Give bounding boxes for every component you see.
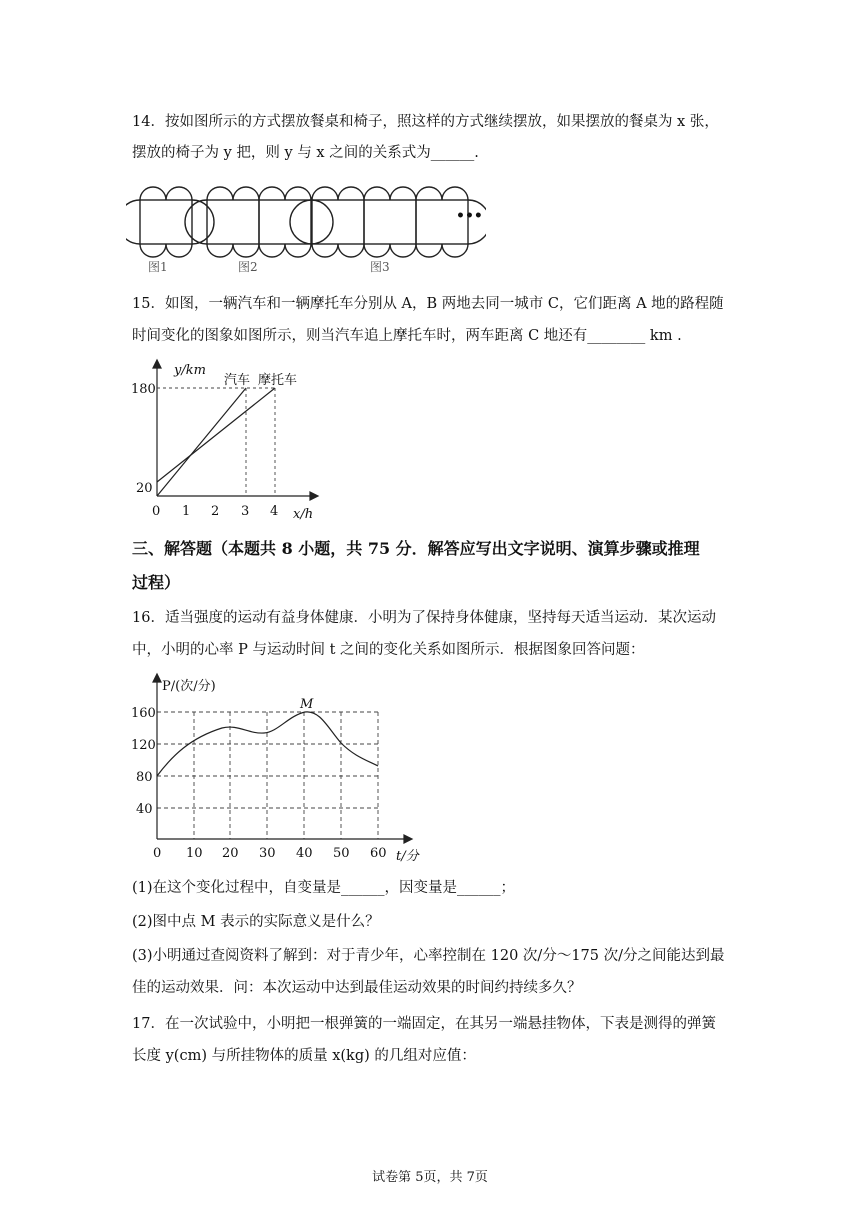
q16-ytick-120: 120 xyxy=(131,738,156,753)
q16-ytick-80: 80 xyxy=(136,770,153,785)
q16-xtick-10: 10 xyxy=(186,846,203,861)
q15-xlabel: x/h xyxy=(293,507,314,522)
q15-chart-svg xyxy=(130,358,330,524)
figure-1-group xyxy=(126,187,214,257)
q15-xtick-4: 4 xyxy=(270,504,279,519)
q15-y-arrow xyxy=(153,360,161,368)
section3-heading-line-2: 过程） xyxy=(132,573,181,592)
q16-heart-rate-curve xyxy=(157,712,378,776)
q16-sub-3-line-2: 佳的运动效果．问：本次运动中达到最佳运动效果的时间约持续多久？ xyxy=(132,980,582,996)
q16-line-2: 中，小明的心率 P 与运动时间 t 之间的变化关系如图所示．根据图象回答问题： xyxy=(132,642,645,658)
q15-xtick-1: 1 xyxy=(182,504,191,519)
q16-ylabel: P/(次/分) xyxy=(162,679,216,694)
q16-ytick-40: 40 xyxy=(136,802,153,817)
q16-x-arrow xyxy=(404,835,412,843)
q16-xtick-0: 0 xyxy=(153,846,162,861)
q15-series-car: 汽车 xyxy=(224,373,251,388)
q16-ytick-160: 160 xyxy=(131,706,156,721)
q16-xtick-50: 50 xyxy=(333,846,350,861)
table-chairs-svg xyxy=(126,180,486,278)
q16-xtick-40: 40 xyxy=(296,846,313,861)
q15-xtick-0: 0 xyxy=(152,504,161,519)
q15-xtick-2: 2 xyxy=(211,504,220,519)
q15-x-arrow xyxy=(310,492,318,500)
table-chairs-figure xyxy=(126,180,486,282)
q16-xtick-60: 60 xyxy=(370,846,387,861)
ellipsis-icon: ••• xyxy=(456,208,483,224)
q15-xtick-3: 3 xyxy=(241,504,250,519)
q16-chart xyxy=(130,668,440,868)
q15-line-1: 15．如图，一辆汽车和一辆摩托车分别从 A，B 两地去同一城市 C，它们距离 A 地的路程随 xyxy=(132,296,724,312)
q16-y-arrow xyxy=(153,674,161,682)
fig-label-2: 图2 xyxy=(238,260,258,274)
q15-moto-line xyxy=(157,388,275,482)
fig-label-3: 图3 xyxy=(370,260,390,274)
fig-label-1: 图1 xyxy=(148,260,168,274)
q16-sub-1: (1)在这个变化过程中，自变量是______，因变量是______； xyxy=(132,880,516,896)
q14-line-1: 14．按如图所示的方式摆放餐桌和椅子，照这样的方式继续摆放，如果摆放的餐桌为 x 张， xyxy=(132,114,719,130)
q16-sub-3-line-1: (3)小明通过查阅资料了解到：对于青少年，心率控制在 120 次/分～175 次/分之间能达到最 xyxy=(132,948,725,964)
q15-ytick-20: 20 xyxy=(136,481,153,496)
section3-heading-line-1: 三、解答题（本题共 8 小题，共 75 分．解答应写出文字说明、演算步骤或推理 xyxy=(132,539,700,558)
q15-line-2: 时间变化的图象如图所示，则当汽车追上摩托车时，两车距离 C 地还有________ km . xyxy=(132,328,682,344)
q17-line-1: 17．在一次试验中，小明把一根弹簧的一端固定，在其另一端悬挂物体，下表是测得的弹簧 xyxy=(132,1016,716,1032)
q15-series-moto: 摩托车 xyxy=(258,373,298,388)
q14-line-2: 摆放的椅子为 y 把，则 y 与 x 之间的关系式为______. xyxy=(132,145,479,161)
q15-chart xyxy=(130,358,330,528)
q16-point-label: M xyxy=(300,697,314,712)
figure-2-group xyxy=(185,187,333,257)
q15-car-line xyxy=(157,388,246,496)
q16-line-1: 16．适当强度的运动有益身体健康．小明为了保持身体健康，坚持每天适当运动．某次运动 xyxy=(132,610,716,626)
q15-ylabel: y/km xyxy=(174,363,206,378)
q16-xlabel: t/分 xyxy=(396,849,419,864)
q17-line-2: 长度 y(cm) 与所挂物体的质量 x(kg) 的几组对应值： xyxy=(132,1048,476,1064)
page-footer: 试卷第 5页，共 7页 xyxy=(372,1170,488,1185)
q16-chart-svg xyxy=(130,668,440,864)
q16-sub-2: (2)图中点 M 表示的实际意义是什么？ xyxy=(132,914,380,930)
q16-xtick-30: 30 xyxy=(259,846,276,861)
q15-ytick-180: 180 xyxy=(131,382,156,397)
q16-xtick-20: 20 xyxy=(222,846,239,861)
